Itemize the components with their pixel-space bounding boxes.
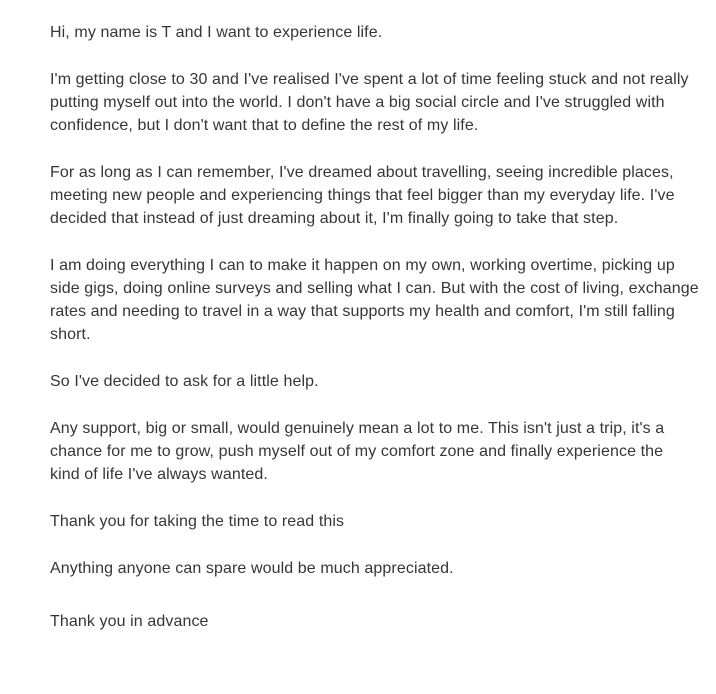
text-line: I'm getting close to 30 and I've realised I've spent a lot of time feeling stuck and not really (50, 71, 689, 88)
paragraph (50, 510, 708, 533)
paragraph (50, 610, 708, 633)
text-line: chance for me to grow, push myself out of my comfort zone and finally experience the (50, 443, 664, 460)
text-line: Any support, big or small, would genuinely mean a lot to me. This isn't just a trip, it's a (50, 420, 665, 437)
paragraph (50, 370, 708, 393)
paragraph (50, 68, 708, 137)
text-line: Thank you for taking the time to read this (50, 513, 345, 530)
text-line: short. (50, 326, 91, 343)
text-line: meeting new people and experiencing things that feel bigger than my everyday life. I've (50, 187, 675, 204)
text-line: decided that instead of just dreaming about it, I'm finally going to take that step. (50, 210, 619, 227)
paragraph (50, 557, 708, 580)
text-line: So I've decided to ask for a little help. (50, 373, 319, 390)
text-line: rates and needing to travel in a way that supports my health and comfort, I'm still falling (50, 303, 675, 320)
paragraph (50, 254, 708, 346)
text-line: side gigs, doing online surveys and selling what I can. But with the cost of living, exchange (50, 280, 699, 297)
text-line: confidence, but I don't want that to define the rest of my life. (50, 117, 479, 134)
text-line: Hi, my name is T and I want to experience life. (50, 24, 383, 41)
text-line: putting myself out into the world. I don't have a big social circle and I've struggled with (50, 94, 665, 111)
paragraph (50, 161, 708, 230)
text-line: Thank you in advance (50, 613, 209, 630)
paragraph (50, 417, 708, 486)
text-line: I am doing everything I can to make it happen on my own, working overtime, picking up (50, 257, 675, 274)
paragraph (50, 21, 708, 44)
text-line: kind of life I've always wanted. (50, 466, 268, 483)
text-line: Anything anyone can spare would be much appreciated. (50, 560, 454, 577)
text-line: For as long as I can remember, I've dreamed about travelling, seeing incredible places, (50, 164, 674, 181)
